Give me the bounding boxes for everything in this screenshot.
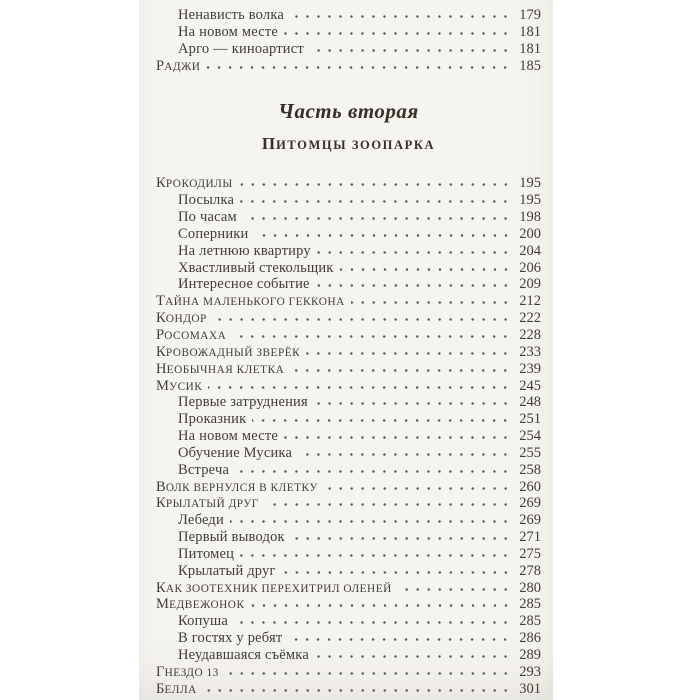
dot-leader xyxy=(340,261,511,272)
toc-entry-label: Лебеди xyxy=(178,512,224,529)
toc-entry-rest: АЙНА МАЛЕНЬКОГО ГЕККОНА xyxy=(165,296,345,309)
toc-entry-label xyxy=(156,361,284,379)
dot-leader xyxy=(240,193,511,204)
toc-entry-label: В гостях у ребят xyxy=(178,630,283,647)
toc-entry-page: 275 xyxy=(519,545,541,562)
toc-entry-page: 200 xyxy=(519,225,541,242)
toc-entry xyxy=(156,276,541,293)
toc-entry xyxy=(156,462,541,479)
toc-entry xyxy=(156,596,541,613)
toc-entry-page: 285 xyxy=(519,596,541,613)
toc-entry xyxy=(156,58,541,75)
toc-entry xyxy=(156,310,541,327)
toc-entry xyxy=(156,378,541,395)
toc-entries-list xyxy=(156,175,541,697)
dot-leader xyxy=(252,412,511,423)
toc-entry-initial: Н xyxy=(156,360,167,377)
toc-entry xyxy=(156,7,541,24)
toc-entry xyxy=(156,226,541,243)
toc-entry-label: На новом месте xyxy=(178,23,279,40)
dot-leader xyxy=(291,530,511,541)
toc-entry-label: На летнюю квартиру xyxy=(178,242,311,259)
toc-entry-page: 293 xyxy=(519,663,541,680)
dot-leader xyxy=(284,429,511,440)
toc-entry-page: 198 xyxy=(519,209,541,226)
toc-entry-label xyxy=(156,479,318,497)
toc-entry-rest: ЕДВЕЖОНОК xyxy=(169,599,245,612)
toc-entry xyxy=(156,445,541,462)
dot-leader xyxy=(230,513,511,524)
toc-entry xyxy=(156,428,541,445)
dot-leader xyxy=(265,496,511,507)
toc-entry-page: 280 xyxy=(519,579,541,596)
dot-leader xyxy=(243,210,511,221)
dot-leader xyxy=(398,581,511,592)
dot-leader xyxy=(234,614,511,625)
toc-entry xyxy=(156,24,541,41)
toc-entry-page: 181 xyxy=(519,40,541,57)
toc-entry-rest: РЫЛАТЫЙ ДРУГ xyxy=(165,498,259,511)
toc-entry-page: 286 xyxy=(519,630,541,647)
dot-leader xyxy=(306,345,511,356)
toc-entry-rest: РОВОЖАДНЫЙ ЗВЕРЁК xyxy=(165,346,301,359)
toc-entry-initial: Р xyxy=(156,57,165,74)
toc-entry-label xyxy=(156,681,197,699)
toc-entry xyxy=(156,479,541,496)
toc-entry-rest: НЕЗДО 13 xyxy=(164,666,219,679)
toc-entry-page: 195 xyxy=(519,175,541,192)
toc-continuation-list xyxy=(156,7,541,74)
toc-entry xyxy=(156,344,541,361)
toc-entry-label: Ненависть волка xyxy=(178,7,285,23)
toc-entry xyxy=(156,361,541,378)
toc-entry-label: Соперники xyxy=(178,225,249,242)
toc-entry-label xyxy=(156,495,259,513)
toc-entry-page: 271 xyxy=(519,529,541,546)
toc-entry xyxy=(156,411,541,428)
toc-entry-page: 239 xyxy=(519,360,541,377)
dot-leader xyxy=(290,8,511,19)
toc-entry-initial: К xyxy=(156,310,166,327)
toc-entry-initial: Г xyxy=(156,663,165,680)
toc-entry xyxy=(156,681,541,698)
toc-entry-page: 278 xyxy=(519,562,541,579)
toc-entry xyxy=(156,630,541,647)
toc-entry-rest: ЕОБЫЧНАЯ КЛЕТКА xyxy=(166,363,285,376)
toc-entry-label: Питомец xyxy=(178,545,235,562)
toc-entry-page: 222 xyxy=(519,310,541,327)
toc-entry-rest: АК ЗООТЕХНИК ПЕРЕХИТРИЛ ОЛЕНЕЙ xyxy=(165,582,392,595)
dot-leader xyxy=(206,59,511,70)
toc-page-content xyxy=(139,0,553,698)
toc-entry xyxy=(156,394,541,411)
toc-entry-label xyxy=(156,378,202,396)
toc-entry-page: 254 xyxy=(519,428,541,445)
toc-entry-page: 289 xyxy=(519,647,541,663)
toc-entry-page: 258 xyxy=(519,461,541,478)
toc-entry-label xyxy=(156,327,226,345)
dot-leader xyxy=(255,227,512,238)
toc-entry-page: 206 xyxy=(519,259,541,276)
toc-entry xyxy=(156,260,541,277)
toc-entry-label xyxy=(156,58,200,76)
toc-entry-label: Обучение Мусика xyxy=(178,444,293,461)
dot-leader xyxy=(298,446,511,457)
toc-entry-page: 209 xyxy=(519,276,541,293)
toc-entry xyxy=(156,529,541,546)
toc-entry-page: 228 xyxy=(519,326,541,343)
toc-entry-label: Неудавшаяся съёмка xyxy=(178,647,309,663)
toc-entry xyxy=(156,41,541,58)
dot-leader xyxy=(316,277,511,288)
toc-entry-initial: В xyxy=(156,478,166,495)
toc-entry-rest: УСИК xyxy=(169,380,203,393)
toc-entry-label: На новом месте xyxy=(178,428,279,445)
toc-entry xyxy=(156,563,541,580)
toc-entry-rest: ОСОМАХА xyxy=(164,329,227,342)
toc-entry-page: 269 xyxy=(519,495,541,512)
toc-entry-label: Хвастливый стекольщик xyxy=(178,259,334,276)
toc-entry xyxy=(156,613,541,630)
dot-leader xyxy=(317,244,511,255)
toc-entry xyxy=(156,664,541,681)
toc-entry-label: По часам xyxy=(178,209,237,226)
toc-entry-initial: Т xyxy=(156,293,166,310)
toc-entry-label: Встреча xyxy=(178,461,230,478)
dot-leader xyxy=(290,362,511,373)
toc-entry-page: 204 xyxy=(519,242,541,259)
toc-entry xyxy=(156,175,541,192)
toc-entry-initial: К xyxy=(156,343,166,360)
toc-entry-page: 301 xyxy=(519,680,541,697)
dot-leader xyxy=(235,463,511,474)
toc-entry-label xyxy=(156,596,245,614)
toc-entry-label: Первые затруднения xyxy=(178,394,308,411)
toc-entry-initial: К xyxy=(156,175,166,192)
toc-entry-initial: Р xyxy=(156,326,165,343)
toc-entry-initial: К xyxy=(156,495,166,512)
toc-entry-label: Посылка xyxy=(178,192,235,209)
dot-leader xyxy=(288,631,511,642)
part-title: Часть вторая xyxy=(278,99,419,124)
part-heading xyxy=(156,99,541,154)
toc-entry-label: Проказник xyxy=(178,411,247,428)
toc-entry xyxy=(156,580,541,597)
dot-leader xyxy=(284,25,511,36)
toc-entry-initial: К xyxy=(156,579,166,596)
toc-entry-page: 251 xyxy=(519,411,541,428)
toc-entry-initial: М xyxy=(156,596,170,613)
dot-leader xyxy=(315,648,511,659)
part-subtitle: ПИТОМЦЫ ЗООПАРКА xyxy=(261,134,436,154)
toc-entry-label: Арго — киноартист xyxy=(178,40,304,57)
toc-entry-initial: Б xyxy=(156,680,165,697)
toc-entry xyxy=(156,546,541,563)
dot-leader xyxy=(208,379,511,390)
toc-entry-rest: ОНДОР xyxy=(165,313,207,326)
toc-entry-rest: АДЖИ xyxy=(164,60,201,73)
dot-leader xyxy=(203,682,511,693)
toc-entry-page: 255 xyxy=(519,444,541,461)
toc-entry xyxy=(156,327,541,344)
toc-entry-page: 248 xyxy=(519,394,541,411)
dot-leader xyxy=(314,395,511,406)
toc-entry-label: Крылатый друг xyxy=(178,562,276,579)
toc-entry xyxy=(156,293,541,310)
toc-entry-page: 245 xyxy=(519,377,541,394)
toc-entry xyxy=(156,647,541,664)
toc-entry xyxy=(156,243,541,260)
toc-entry-label xyxy=(156,293,345,311)
toc-entry-page: 185 xyxy=(519,57,541,74)
dot-leader xyxy=(351,294,511,305)
toc-entry xyxy=(156,512,541,529)
toc-entry-label: Копуша xyxy=(178,613,229,630)
dot-leader xyxy=(213,311,511,322)
dot-leader xyxy=(251,597,512,608)
toc-entry-page: 195 xyxy=(519,192,541,209)
toc-entry-page: 260 xyxy=(519,478,541,495)
toc-entry-page: 212 xyxy=(519,293,541,310)
toc-page xyxy=(139,0,553,700)
dot-leader xyxy=(240,547,511,558)
toc-entry-label: Интересное событие xyxy=(178,276,310,293)
toc-entry-label xyxy=(156,175,233,193)
toc-entry-page: 285 xyxy=(519,613,541,630)
toc-entry-page: 269 xyxy=(519,512,541,529)
toc-entry-page: 233 xyxy=(519,343,541,360)
dot-leader xyxy=(310,42,511,53)
toc-entry-label xyxy=(156,580,392,598)
toc-entry xyxy=(156,192,541,209)
toc-entry-label xyxy=(156,344,300,362)
dot-leader xyxy=(225,665,511,676)
dot-leader xyxy=(282,564,511,575)
dot-leader xyxy=(239,176,511,187)
dot-leader xyxy=(324,480,511,491)
toc-entry-rest: ОЛК ВЕРНУЛСЯ В КЛЕТКУ xyxy=(165,481,318,494)
toc-entry-page: 181 xyxy=(519,23,541,40)
toc-entry-label xyxy=(156,664,219,682)
toc-entry-rest: ЕЛЛА xyxy=(164,683,197,696)
toc-entry-label: Первый выводок xyxy=(178,529,285,546)
toc-entry-initial: М xyxy=(156,377,170,394)
toc-entry-page: 179 xyxy=(519,7,541,23)
toc-entry xyxy=(156,495,541,512)
toc-entry-label xyxy=(156,310,207,328)
toc-entry xyxy=(156,209,541,226)
toc-entry-rest: РОКОДИЛЫ xyxy=(165,178,233,191)
dot-leader xyxy=(232,328,511,339)
